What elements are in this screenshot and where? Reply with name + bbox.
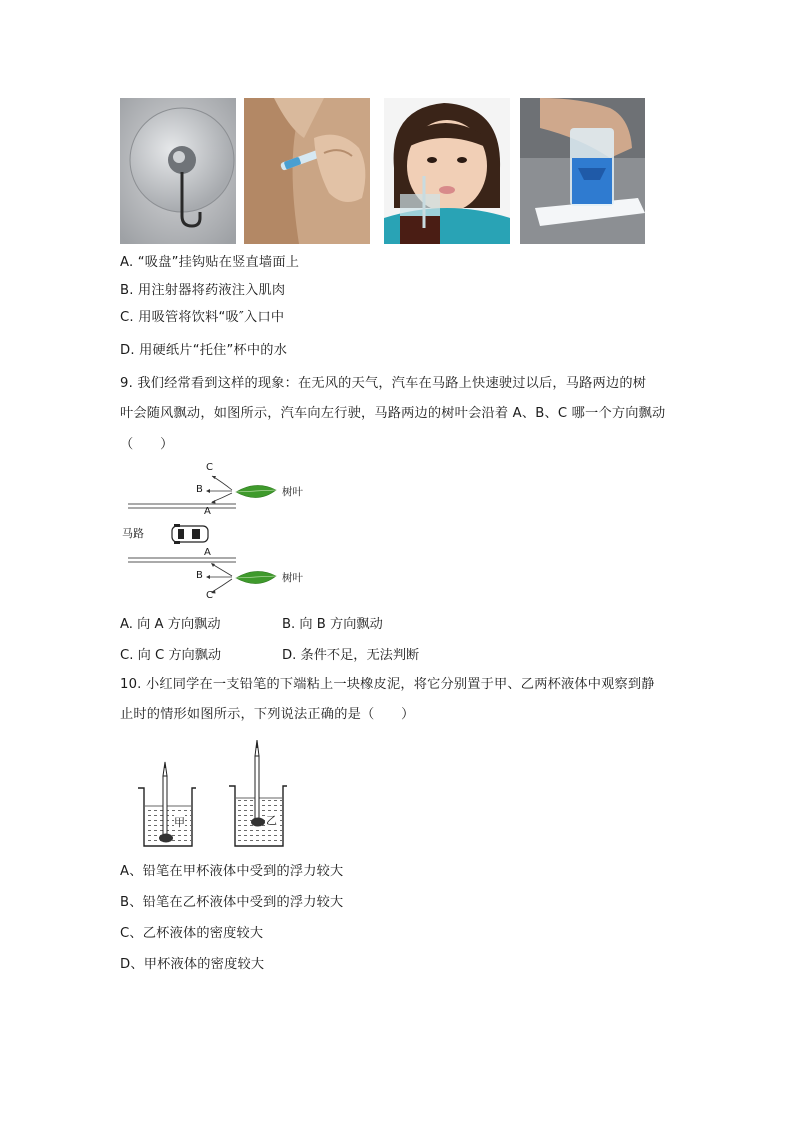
q10-text-line-1: 10. 小红同学在一支铅笔的下端粘上一块橡皮泥，将它分别置于甲、乙两杯液体中观察到静 [120, 677, 655, 692]
girl-straw-photo [384, 98, 510, 244]
label-a-bottom: A [204, 547, 211, 558]
q10-option-d: D、甲杯液体的密度较大 [120, 957, 265, 972]
road-label: 马路 [122, 527, 144, 540]
leaf-label-bottom: 树叶 [282, 572, 303, 584]
injection-photo [244, 98, 370, 244]
q9-option-c: C. 向 C 方向飘动 [120, 648, 222, 663]
q9-text-line-3: （ ） [120, 437, 174, 452]
cup-card-photo [520, 98, 645, 244]
bottom-leaf-icon [236, 571, 276, 583]
q9-text-line-2: 叶会随风飘动，如图所示，汽车向左行驶，马路两边的树叶会沿着 A、B、C 哪一个方向飘动 [120, 406, 666, 421]
suction-hook-photo [120, 98, 236, 244]
leaf-label-top: 树叶 [282, 486, 303, 498]
top-leaf-icon [236, 485, 276, 497]
q9-option-b: B. 向 B 方向飘动 [282, 617, 383, 632]
label-b-bottom: B [196, 570, 203, 581]
label-b-top: B [196, 484, 203, 495]
beaker-diagram [130, 738, 300, 850]
q10-option-a: A、铅笔在甲杯液体中受到的浮力较大 [120, 864, 344, 879]
q8-option-d: D. 用硬纸片“托住”杯中的水 [120, 343, 288, 358]
q8-option-a: A. “吸盘”挂钩贴在竖直墙面上 [120, 255, 300, 270]
q9-text-line-1: 9. 我们经常看到这样的现象：在无风的天气，汽车在马路上快速驶过以后，马路两边的树 [120, 376, 647, 391]
label-c-bottom: C [206, 590, 213, 601]
label-a-top: A [204, 506, 211, 517]
q8-option-c: C. 用吸管将饮料“吸″入口中 [120, 310, 285, 325]
q9-option-a: A. 向 A 方向飘动 [120, 617, 221, 632]
label-jia: 甲 [174, 816, 185, 829]
label-yi: 乙 [266, 814, 277, 827]
road-leaf-diagram [118, 460, 318, 602]
label-c-top: C [206, 462, 213, 473]
q10-text-line-2: 止时的情形如图所示，下列说法正确的是（ ） [120, 707, 415, 722]
q9-option-d: D. 条件不足，无法判断 [282, 648, 420, 663]
q10-option-b: B、铅笔在乙杯液体中受到的浮力较大 [120, 895, 344, 910]
q8-option-b: B. 用注射器将药液注入肌肉 [120, 283, 286, 298]
q10-option-c: C、乙杯液体的密度较大 [120, 926, 264, 941]
car-icon [172, 524, 208, 544]
